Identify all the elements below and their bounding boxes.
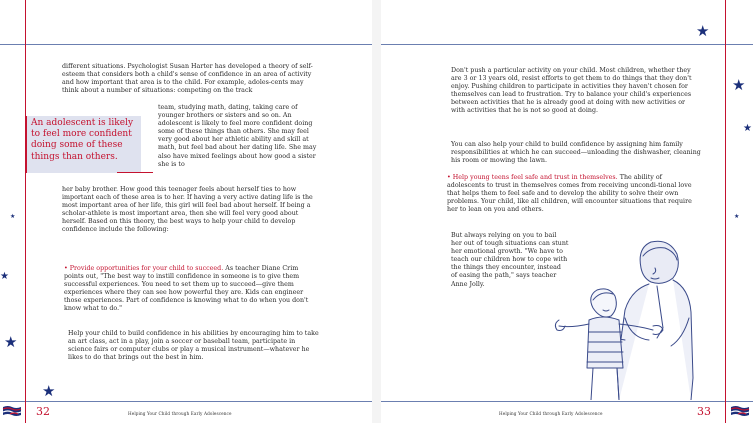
bottom-rule [381, 401, 753, 402]
bullet-heading: Provide opportunities for your child to succeed. [69, 265, 224, 272]
bullet-item [64, 265, 319, 316]
page-gutter [372, 0, 381, 423]
bullet-item [447, 174, 701, 216]
top-rule [381, 44, 753, 45]
bullet-body: As teacher Diane Crim points out, "The best way to instill confidence in someone is to give them successful experiences. You need to set them up to succeed—give them experiences where they can see how powerful they are. Kids can engineer those experiences. Part of confidence is knowing what to do when you don't know what to do." [64, 265, 309, 313]
star-icon: ★ [743, 123, 752, 134]
body-text-para1: Don't push a particular activity on your child. Most children, whether they are 3 or 13 years old, resist efforts to get them to do things that they don't enjoy. Pushing children to participate in activities they haven't chosen for themselves can lead to frustration. Try to balance your child's experiences between activities that he is already good at doing with new activities or with activities that he is not so good at doing. [451, 67, 692, 115]
bullet-body: The ability of adolescents to trust in themselves comes from receiving uncondi-tional love that helps them to feel safe and to develop the ability to solve their own problems. Your child, like all children, will encounter situations that require her to lean on you and others. [447, 174, 692, 214]
margin-rule [25, 0, 26, 423]
left-page [0, 0, 372, 423]
star-icon: ★ [732, 76, 746, 94]
top-rule [0, 44, 372, 45]
body-text-wrap: But always relying on you to bail her out of tough situations can stunt her emotional growth. "We have to teach our children how to cope with the things they encounter, instead of easing the path," says teacher Anne Jolly. [451, 232, 569, 288]
running-footer: Helping Your Child through Early Adolescence [128, 411, 232, 416]
body-text-top: different situations. Psychologist Susan Harter has developed a theory of self-esteem that considers both a child's sense of confidence in an area of activity and how important that area is to the child. For example, adoles-cents may think about a number of situations: competing on the track [62, 63, 313, 95]
star-icon: ★ [42, 382, 56, 400]
body-text-bottom: Help your child to build confidence in his abilities by encouraging him to take an art class, act in a play, join a soccer or baseball team, participate in science fairs or computer clubs or play a musical instrument—whatever he likes to do that brings out the best in him. [68, 330, 319, 362]
right-page [381, 0, 753, 423]
body-text-para2: You can also help your child to build confidence by assigning him family responsibilities at which he can succeed—unloading the dishwasher, cleaning his room or mowing the lawn. [451, 141, 701, 165]
star-icon: ★ [696, 22, 710, 40]
flag-logo-icon [730, 405, 750, 417]
bullet-dot: • [64, 265, 68, 272]
bullet-dot: • [447, 174, 451, 181]
star-icon: ★ [10, 213, 16, 220]
pull-quote: An adolescent is likely to feel more confident doing some of these things than others. [26, 116, 141, 173]
body-text-mid: her baby brother. How good this teenager feels about herself ties to how important each of these area is to her. If having a very active dating life is the most important area of her life, this girl will feel bad about herself. If being a scholar-athlete is most important area, then she will feel very good about herself. Based on this theory, the best ways to help your child to develop confidence include the following: [62, 186, 313, 234]
pull-quote-rule [117, 172, 153, 173]
page-number: 33 [697, 405, 711, 418]
star-icon: ★ [0, 271, 9, 282]
flag-logo-icon [2, 405, 22, 417]
body-text-wrap: team, studying math, dating, taking care of younger brothers or sisters and so on. An adolescent is likely to feel more confident doing some of these things than others. She may feel very good about her athletic ability and skill at math, but feel bad about her dating life. She may also have mixed feelings about how good a sister she is to [158, 104, 317, 168]
star-icon: ★ [734, 213, 740, 220]
running-footer: Helping Your Child through Early Adolescence [499, 411, 603, 416]
bullet-heading: Help young teens feel safe and trust in themselves. [452, 174, 618, 181]
bottom-rule [0, 401, 372, 402]
father-son-illustration [553, 228, 695, 400]
star-icon: ★ [4, 333, 18, 351]
page-number: 32 [36, 405, 50, 418]
margin-rule [725, 0, 726, 423]
